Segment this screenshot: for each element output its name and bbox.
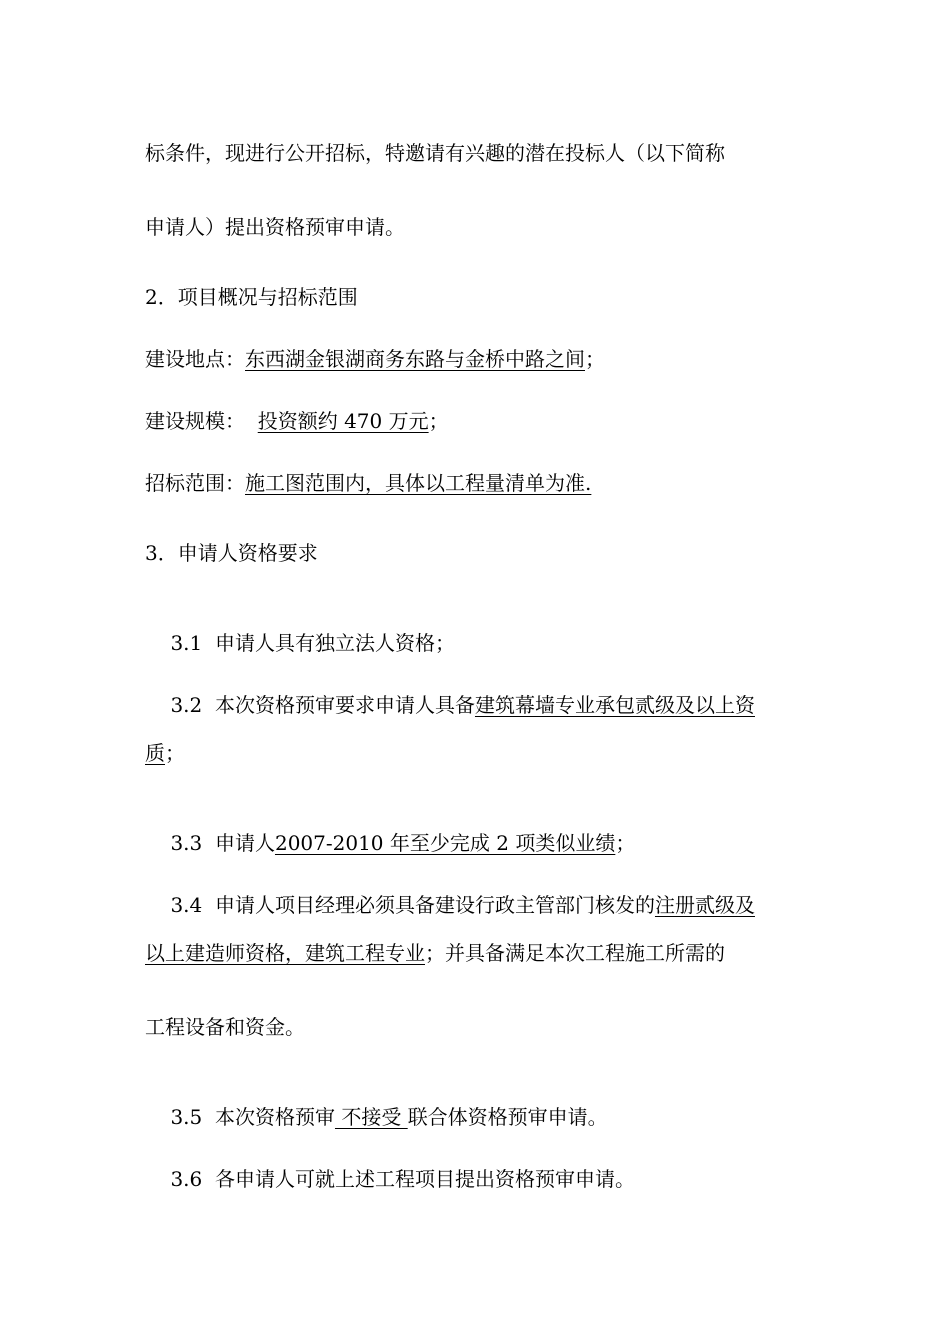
item-3-4-line3 (145, 1014, 825, 1040)
item-3-2-qualification: 建筑幕墙专业承包贰级及以上资 (474, 693, 755, 717)
scope-value: 施工图范围内，具体以工程量清单为准. (245, 471, 592, 495)
item-3-2-prefix: 3.2 本次资格预审要求申请人具备 (170, 693, 475, 717)
scale-value: 投资额约 470 万元 (257, 409, 429, 433)
item-3-3-end: ； (615, 831, 636, 855)
item-3-2-qualification-cont: 质 (145, 741, 165, 765)
item-3-6 (145, 1140, 825, 1218)
item-3-5-not-accepted: 不接受 (334, 1105, 408, 1129)
item-3-2-line2 (145, 740, 825, 766)
item-3-4-registration-cont: 以上建造师资格，建筑工程专业 (145, 941, 425, 965)
item-3-2-line1 (145, 666, 825, 744)
item-3-4-mid: ；并具备满足本次工程施工所需的 (425, 941, 725, 965)
scale-label: 建设规模： (145, 409, 245, 433)
section-3-title: 3．申请人资格要求 (145, 541, 318, 565)
paragraph-intro-line2 (145, 214, 825, 240)
paragraph-intro-line1 (145, 140, 825, 166)
item-3-5-prefix: 3.5 本次资格预审 (170, 1105, 335, 1129)
item-3-4-prefix: 3.4 申请人项目经理必须具备建设行政主管部门核发的 (170, 893, 655, 917)
item-3-1-text: 3.1 申请人具有独立法人资格； (170, 631, 455, 655)
scope-label: 招标范围： (145, 471, 245, 495)
tender-scope (145, 470, 825, 496)
item-3-2-end: ； (165, 741, 185, 765)
item-3-3-prefix: 3.3 申请人 (170, 831, 275, 855)
construction-location (145, 346, 825, 372)
scale-end: ； (428, 409, 449, 433)
item-3-4-end: 工程设备和资金。 (145, 1015, 305, 1039)
intro-text-1: 标条件，现进行公开招标，特邀请有兴趣的潜在投标人（以下简称 (145, 141, 725, 165)
section-2-title: 2．项目概况与招标范围 (145, 285, 358, 309)
section-2-heading (145, 284, 825, 310)
item-3-3-performance: 2007-2010 年至少完成 2 项类似业绩 (274, 831, 616, 855)
location-value: 东西湖金银湖商务东路与金桥中路之间 (245, 347, 585, 371)
item-3-4-line1 (145, 866, 825, 944)
section-3-heading (145, 540, 825, 566)
item-3-5-end: 联合体资格预审申请。 (407, 1105, 608, 1129)
item-3-6-text: 3.6 各申请人可就上述工程项目提出资格预审申请。 (170, 1167, 635, 1191)
item-3-4-registration: 注册贰级及 (654, 893, 755, 917)
construction-scale (145, 408, 825, 434)
location-end: ； (585, 347, 605, 371)
intro-text-2: 申请人）提出资格预审申请。 (145, 215, 405, 239)
item-3-4-line2 (145, 940, 825, 966)
location-label: 建设地点： (145, 347, 245, 371)
